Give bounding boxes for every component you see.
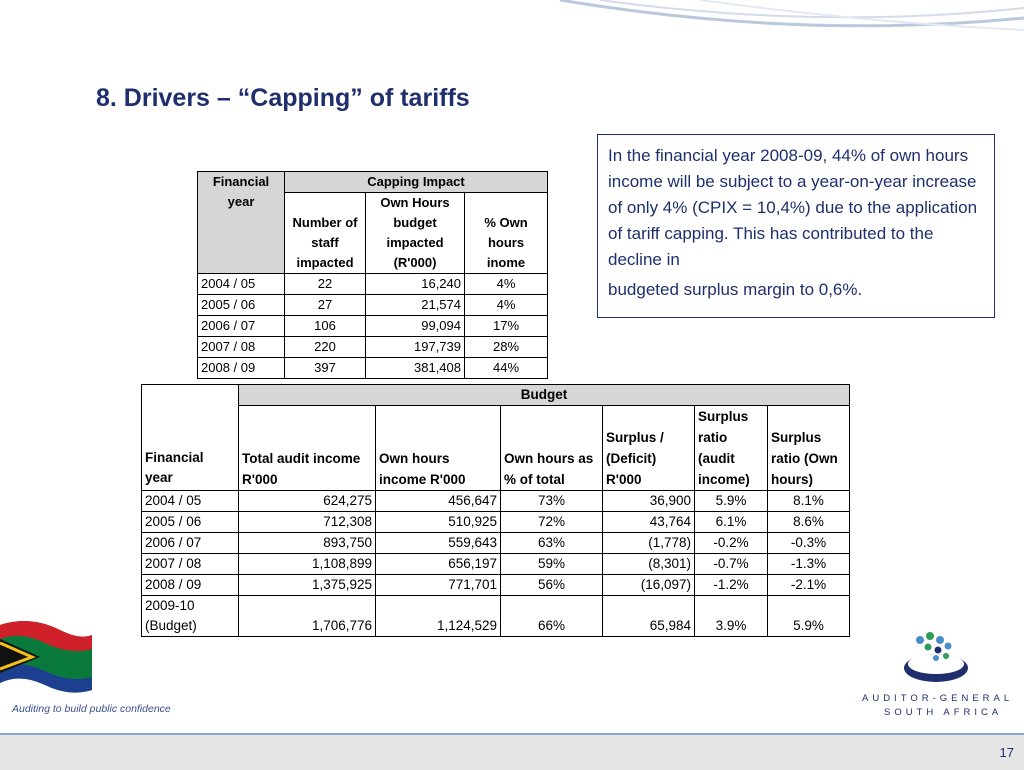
table-row <box>142 596 850 637</box>
header-financial-year: Financial year <box>198 172 285 274</box>
cell-staff: 220 <box>285 337 366 358</box>
cell-pct: 4% <box>465 295 548 316</box>
cell-own-pct: 73% <box>501 491 603 512</box>
table-row <box>142 512 850 533</box>
cell-ratio-audit: -1.2% <box>695 575 768 596</box>
table-row <box>142 533 850 554</box>
cell-staff: 106 <box>285 316 366 337</box>
header-budget: Budget <box>239 385 850 406</box>
table-row <box>142 491 850 512</box>
capping-impact-table <box>197 171 548 379</box>
table-row <box>142 575 850 596</box>
cell-total: 1,706,776 <box>239 596 376 637</box>
tagline: Auditing to build public confidence <box>12 703 171 715</box>
cell-staff: 27 <box>285 295 366 316</box>
cell-year: 2007 / 08 <box>142 554 239 575</box>
cell-ratio-audit: 6.1% <box>695 512 768 533</box>
cell-pct: 17% <box>465 316 548 337</box>
header-budget-impacted: Own Hours budget impacted (R'000) <box>366 193 465 274</box>
header-own-hours-income: Own hours income R'000 <box>376 406 501 491</box>
footer-bar <box>0 733 1024 770</box>
cell-surplus: 65,984 <box>603 596 695 637</box>
cell-own-pct: 63% <box>501 533 603 554</box>
cell-year: 2005 / 06 <box>198 295 285 316</box>
cell-budget: 99,094 <box>366 316 465 337</box>
cell-pct: 44% <box>465 358 548 379</box>
cell-total: 624,275 <box>239 491 376 512</box>
cell-total: 712,308 <box>239 512 376 533</box>
cell-ratio-audit: -0.2% <box>695 533 768 554</box>
table-row <box>198 316 548 337</box>
table-row <box>198 295 548 316</box>
cell-ratio-audit: 3.9% <box>695 596 768 637</box>
cell-pct: 28% <box>465 337 548 358</box>
header-surplus-deficit: Surplus / (Deficit) R'000 <box>603 406 695 491</box>
south-africa-flag-icon <box>0 615 95 700</box>
cell-own-pct: 56% <box>501 575 603 596</box>
cell-year-text: 2009-10 (Budget) <box>145 598 197 633</box>
cell-budget: 381,408 <box>366 358 465 379</box>
cell-ratio-own: -2.1% <box>768 575 850 596</box>
auditor-general-logo-icon <box>898 630 978 685</box>
commentary-text-end: budgeted surplus margin to 0,6%. <box>608 280 863 299</box>
cell-surplus: (16,097) <box>603 575 695 596</box>
cell-own-pct: 72% <box>501 512 603 533</box>
table-row <box>198 337 548 358</box>
logo-line-1: AUDITOR-GENERAL <box>862 693 1014 704</box>
commentary-text: In the financial year 2008-09, 44% of own hours income will be subject to a year-on-year increase of only 4% (CPIX = 10,4%) due to the application of tariff capping. This has contributed to the decline in <box>608 146 978 269</box>
header-total-audit-income: Total audit income R'000 <box>239 406 376 491</box>
commentary-box <box>597 134 995 318</box>
cell-ratio-own: -1.3% <box>768 554 850 575</box>
cell-year: 2006 / 07 <box>142 533 239 554</box>
cell-own: 456,647 <box>376 491 501 512</box>
cell-surplus: 43,764 <box>603 512 695 533</box>
cell-own: 1,124,529 <box>376 596 501 637</box>
cell-ratio-own: 8.1% <box>768 491 850 512</box>
logo-line-2: SOUTH AFRICA <box>884 707 1003 718</box>
table-row <box>142 554 850 575</box>
header-swoosh <box>0 0 1024 60</box>
cell-year: 2006 / 07 <box>198 316 285 337</box>
cell-ratio-own: -0.3% <box>768 533 850 554</box>
header-own-hours-pct: Own hours as % of total <box>501 406 603 491</box>
cell-staff: 397 <box>285 358 366 379</box>
header-pct-own-hours: % Own hours inome <box>465 193 548 274</box>
header-staff-impacted: Number of staff impacted <box>285 193 366 274</box>
cell-total: 1,375,925 <box>239 575 376 596</box>
header-capping-impact: Capping Impact <box>285 172 548 193</box>
cell-budget: 16,240 <box>366 274 465 295</box>
header-ratio-audit: Surplus ratio (audit income) <box>695 406 768 491</box>
cell-total: 1,108,899 <box>239 554 376 575</box>
header-ratio-own: Surplus ratio (Own hours) <box>768 406 850 491</box>
organisation-name <box>862 692 1013 720</box>
cell-year: 2008 / 09 <box>142 575 239 596</box>
cell-surplus: 36,900 <box>603 491 695 512</box>
cell-ratio-own: 8.6% <box>768 512 850 533</box>
cell-total: 893,750 <box>239 533 376 554</box>
cell-year: 2008 / 09 <box>198 358 285 379</box>
table-row <box>198 274 548 295</box>
cell-pct: 4% <box>465 274 548 295</box>
cell-budget: 21,574 <box>366 295 465 316</box>
cell-ratio-audit: -0.7% <box>695 554 768 575</box>
cell-year: 2005 / 06 <box>142 512 239 533</box>
header-financial-year <box>142 385 239 491</box>
cell-year: 2004 / 05 <box>198 274 285 295</box>
budget-table <box>141 384 850 637</box>
cell-staff: 22 <box>285 274 366 295</box>
cell-ratio-audit: 5.9% <box>695 491 768 512</box>
cell-budget: 197,739 <box>366 337 465 358</box>
page-number: 17 <box>999 745 1014 760</box>
cell-own: 559,643 <box>376 533 501 554</box>
cell-year <box>142 596 239 637</box>
table-row <box>198 358 548 379</box>
cell-own-pct: 66% <box>501 596 603 637</box>
cell-year: 2007 / 08 <box>198 337 285 358</box>
cell-surplus: (1,778) <box>603 533 695 554</box>
cell-own-pct: 59% <box>501 554 603 575</box>
cell-own: 510,925 <box>376 512 501 533</box>
cell-year: 2004 / 05 <box>142 491 239 512</box>
cell-own: 771,701 <box>376 575 501 596</box>
cell-own: 656,197 <box>376 554 501 575</box>
cell-surplus: (8,301) <box>603 554 695 575</box>
cell-ratio-own: 5.9% <box>768 596 850 637</box>
slide-title: 8. Drivers – “Capping” of tariffs <box>96 84 470 112</box>
header-financial-year-label: Financial year <box>145 450 204 485</box>
